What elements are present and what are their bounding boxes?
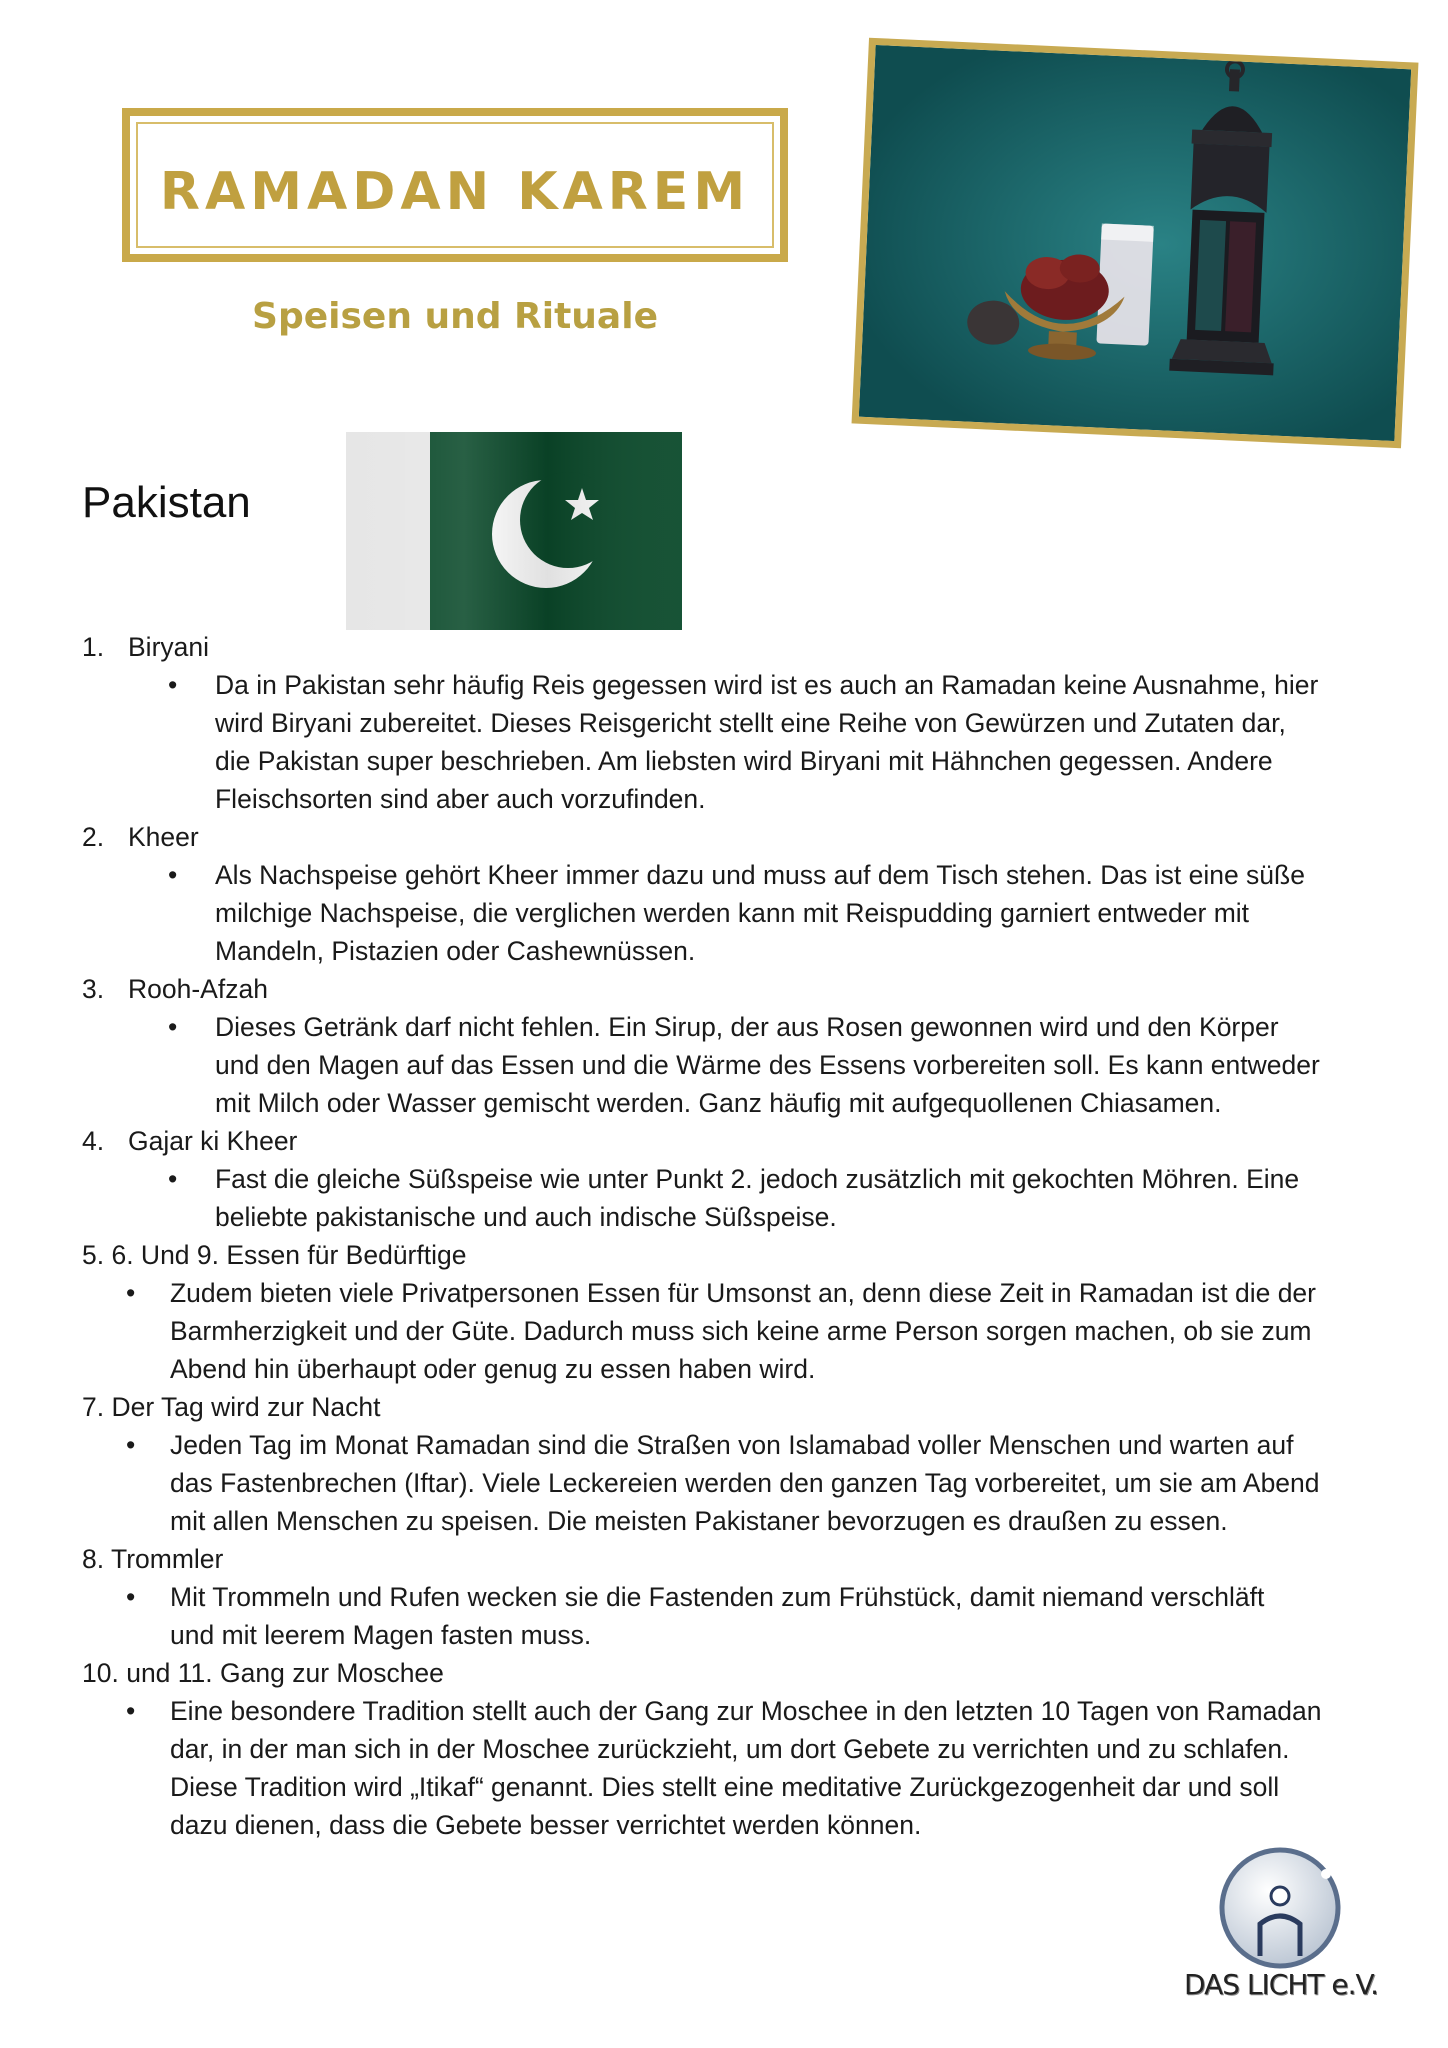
list-item-description [82, 1578, 1382, 1654]
description-line: dazu dienen, dass die Gebete besser verrichtet werden können. [170, 1810, 922, 1840]
list-item-description [82, 1160, 1382, 1236]
bullet-icon: • [126, 1430, 136, 1460]
description-line: beliebte pakistanische und auch indische Süßspeise. [215, 1202, 837, 1232]
bullet-icon: • [168, 1164, 178, 1194]
description-line: Diese Tradition wird „Itikaf“ genannt. Dies stellt eine meditative Zurückgezogenheit dar und soll [170, 1772, 1280, 1802]
content-list [82, 628, 1382, 1844]
list-item-label: 5. 6. Und 9. Essen für Bedürftige [82, 1240, 467, 1270]
description-line: mit Milch oder Wasser gemischt werden. Ganz häufig mit aufgequollenen Chiasamen. [215, 1088, 1222, 1118]
list-item-label: 7. Der Tag wird zur Nacht [82, 1392, 381, 1422]
list-item-title [82, 1236, 1382, 1274]
bullet-icon: • [168, 670, 178, 700]
list-item-label: Biryani [128, 632, 210, 662]
lantern-photo-illustration [859, 45, 1411, 441]
list-item-title [82, 628, 1382, 666]
description-line: dar, in der man sich in der Moschee zurückzieht, um dort Gebete zu verrichten und zu schlafen. [170, 1734, 1290, 1764]
list-item-number: 2. [82, 822, 105, 852]
description-line: Als Nachspeise gehört Kheer immer dazu und muss auf dem Tisch stehen. Das ist eine süße [215, 860, 1305, 890]
logo-text: DAS LICHT e.V. [1184, 1968, 1378, 2001]
country-heading: Pakistan [82, 478, 251, 527]
list-item-title [82, 818, 1382, 856]
title-frame [122, 108, 788, 262]
list-item-description [82, 1426, 1382, 1540]
list-item-label: 10. und 11. Gang zur Moschee [82, 1658, 444, 1688]
page-title: RAMADAN KAREM [159, 162, 751, 222]
description-line: Dieses Getränk darf nicht fehlen. Ein Sirup, der aus Rosen gewonnen wird und den Körper [215, 1012, 1279, 1042]
bullet-icon: • [168, 1012, 178, 1042]
list-item-description [82, 666, 1382, 818]
ramadan-photo [852, 38, 1419, 449]
list-item-number: 1. [82, 632, 105, 662]
page-subtitle: Speisen und Rituale [252, 296, 658, 337]
list-item-label: Kheer [128, 822, 199, 852]
description-line: Fleischsorten sind aber auch vorzufinden. [215, 784, 706, 814]
bullet-icon: • [126, 1278, 136, 1308]
list-item-label: Rooh-Afzah [128, 974, 268, 1004]
description-line: Eine besondere Tradition stellt auch der Gang zur Moschee in den letzten 10 Tagen von Ramadan [170, 1696, 1322, 1726]
description-line: und mit leerem Magen fasten muss. [170, 1620, 592, 1650]
description-line: wird Biryani zubereitet. Dieses Reisgericht stellt eine Reihe von Gewürzen und Zutaten dar, [215, 708, 1286, 738]
description-line: die Pakistan super beschrieben. Am liebsten wird Biryani mit Hähnchen gegessen. Andere [215, 746, 1273, 776]
list-item-number: 3. [82, 974, 105, 1004]
description-line: Barmherzigkeit und der Güte. Dadurch muss sich keine arme Person sorgen machen, ob sie zum [170, 1316, 1312, 1346]
bullet-icon: • [126, 1582, 136, 1612]
list-item-description [82, 1274, 1382, 1388]
list-item-title [82, 1540, 1382, 1578]
description-line: Zudem bieten viele Privatpersonen Essen für Umsonst an, denn diese Zeit in Ramadan ist die der [170, 1278, 1316, 1308]
list-item-label: Gajar ki Kheer [128, 1126, 298, 1156]
description-line: mit allen Menschen zu speisen. Die meisten Pakistaner bevorzugen es draußen zu essen. [170, 1506, 1228, 1536]
description-line: Jeden Tag im Monat Ramadan sind die Straßen von Islamabad voller Menschen und warten auf [170, 1430, 1294, 1460]
description-line: Fast die gleiche Süßspeise wie unter Punkt 2. jedoch zusätzlich mit gekochten Möhren. Eine [215, 1164, 1300, 1194]
pakistan-flag-icon [346, 432, 682, 630]
description-line: Mit Trommeln und Rufen wecken sie die Fastenden zum Frühstück, damit niemand verschläft [170, 1582, 1265, 1612]
description-line: das Fastenbrechen (Iftar). Viele Leckereien werden den ganzen Tag vorbereitet, um sie am Abend [170, 1468, 1320, 1498]
list-item-number: 4. [82, 1126, 105, 1156]
list-item-label: 8. Trommler [82, 1544, 224, 1574]
description-line: Da in Pakistan sehr häufig Reis gegessen wird ist es auch an Ramadan keine Ausnahme, hier [215, 670, 1319, 700]
description-line: milchige Nachspeise, die verglichen werden kann mit Reispudding garniert entweder mit [215, 898, 1250, 928]
list-item-title [82, 1654, 1382, 1692]
description-line: und den Magen auf das Essen und die Wärme des Essens vorbereiten soll. Es kann entweder [215, 1050, 1320, 1080]
description-line: Abend hin überhaupt oder genug zu essen haben wird. [170, 1354, 816, 1384]
bullet-icon: • [168, 860, 178, 890]
list-item-title [82, 1122, 1382, 1160]
description-line: Mandeln, Pistazien oder Cashewnüssen. [215, 936, 696, 966]
bullet-icon: • [126, 1696, 136, 1726]
list-item-description [82, 1692, 1382, 1844]
list-item-description [82, 856, 1382, 970]
list-item-title [82, 970, 1382, 1008]
list-item-title [82, 1388, 1382, 1426]
list-item-description [82, 1008, 1382, 1122]
